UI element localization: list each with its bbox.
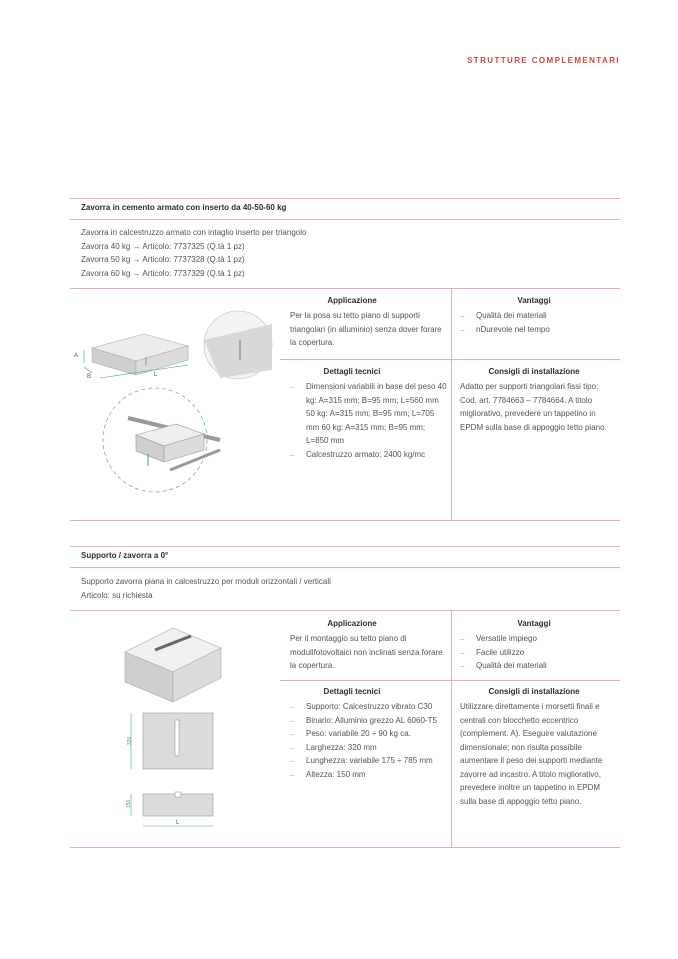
dim-label-l: L bbox=[154, 372, 158, 378]
dim-label-l: L bbox=[176, 820, 180, 826]
list-item: _ Dimensioni variabili in base del peso 40 kg: A=315 mm; B=95 mm; L=560 mm 50 kg: A=315 mm; B=95 mm; L=705 mm 60 kg: A=315 mm; B=95 mm; L=850 mm bbox=[290, 380, 448, 448]
divider bbox=[70, 610, 620, 611]
row-divider bbox=[280, 359, 620, 360]
dim-label-a: A bbox=[74, 353, 79, 359]
dim-label-height: 150 bbox=[126, 799, 132, 808]
dettagli-list bbox=[290, 380, 448, 461]
dim-label-width: 320 bbox=[127, 736, 133, 745]
divider bbox=[70, 567, 620, 568]
applicazione-heading: Applicazione bbox=[327, 619, 377, 628]
product1-desc-line: Zavorra in calcestruzzo armato con intaglio inserto per triangolo bbox=[81, 228, 307, 237]
product2-title: Supporto / zavorra a 0° bbox=[81, 551, 169, 560]
divider bbox=[70, 546, 620, 547]
list-item: _ Lunghezza: variabile 175 ÷ 785 mm bbox=[290, 754, 448, 768]
divider bbox=[70, 847, 620, 848]
list-item: _ Binario: Alluminio grezzo AL 6060-T5 bbox=[290, 714, 448, 728]
product1-description bbox=[81, 226, 421, 280]
product1-ballast-figure bbox=[70, 300, 280, 500]
vantaggi-list bbox=[460, 309, 610, 336]
applicazione-text: Per la posa su tetto piano di supporti triangolari (in alluminio) senza dover forare la copertura. bbox=[290, 311, 442, 347]
list-item: _ Calcestruzzo armato: 2400 kg/mc bbox=[290, 448, 448, 462]
divider bbox=[70, 198, 620, 199]
dettagli-heading: Dettagli tecnici bbox=[323, 367, 381, 376]
list-item: _ Larghezza: 320 mm bbox=[290, 741, 448, 755]
divider bbox=[70, 288, 620, 289]
dim-label-b: B bbox=[87, 374, 92, 380]
row-divider bbox=[280, 680, 620, 681]
vantaggi-heading: Vantaggi bbox=[517, 619, 551, 628]
product2-description bbox=[81, 575, 421, 602]
list-item: _ Altezza: 150 mm bbox=[290, 768, 448, 782]
consigli-heading: Consigli di installazione bbox=[488, 367, 580, 376]
section-header: STRUTTURE COMPLEMENTARI bbox=[467, 56, 620, 65]
applicazione-heading: Applicazione bbox=[327, 296, 377, 305]
consigli-heading: Consigli di installazione bbox=[488, 687, 580, 696]
list-item: _ Qualità dei materiali bbox=[460, 309, 610, 323]
product1-desc-line: Zavorra 40 kg → Articolo: 7737325 (Q.tà 1 pz) bbox=[81, 241, 245, 251]
product2-desc-line: Articolo: su richiesta bbox=[81, 590, 153, 600]
product2-desc-line: Supporto zavorra piana in calcestruzzo per moduli orizzontali / verticali bbox=[81, 577, 331, 586]
list-item: _ Supporto: Calcestruzzo vibrato C30 bbox=[290, 700, 448, 714]
vantaggi-list bbox=[460, 632, 610, 673]
divider bbox=[70, 520, 620, 521]
product2-support-figure bbox=[115, 620, 235, 835]
column-divider bbox=[451, 610, 452, 847]
product1-desc-line: Zavorra 50 kg → Articolo: 7737328 (Q.tà 1 pz) bbox=[81, 255, 245, 264]
list-item: _ Versatile impiego bbox=[460, 632, 610, 646]
list-item: _ Qualità dei materiali bbox=[460, 659, 610, 673]
product1-desc-line: Zavorra 60 kg → Articolo: 7737329 (Q.tà 1 pz) bbox=[81, 268, 245, 278]
dettagli-list bbox=[290, 700, 448, 781]
dettagli-heading: Dettagli tecnici bbox=[323, 687, 381, 696]
list-item: _ Peso: variabile 20 ÷ 90 kg ca. bbox=[290, 727, 448, 741]
list-item: _ Facile utilizzo bbox=[460, 646, 610, 660]
divider bbox=[70, 219, 620, 220]
list-item: _ nDurevole nel tempo bbox=[460, 323, 610, 337]
column-divider bbox=[451, 288, 452, 520]
consigli-text: Adatto per supporti triangolari fissi tipo: Cod. art. 7784663 – 7784664. A titolo migliorativo, prevedere un tappetino in EPDM sulla base di appoggio tetto piano. bbox=[460, 382, 607, 432]
applicazione-text: Per il montaggio su tetto piano di modulifotovoltaici non inclinati senza forare la copertura. bbox=[290, 634, 443, 670]
vantaggi-heading: Vantaggi bbox=[517, 296, 551, 305]
product1-title: Zavorra in cemento armato con inserto da 40-50-60 kg bbox=[81, 203, 287, 212]
consigli-text: Utilizzare direttamente i morsetti finali e centrali con blocchetto eccentrico (complement. A). Eseguire valutazione dimensionale; non risulta possibile aumentare il peso dei supporti mediante zavorre ad incastro. A titolo migliorativo, prevedere inoltre un tappetino in EPDM sulla base di appoggio tetto piano. bbox=[460, 702, 603, 806]
